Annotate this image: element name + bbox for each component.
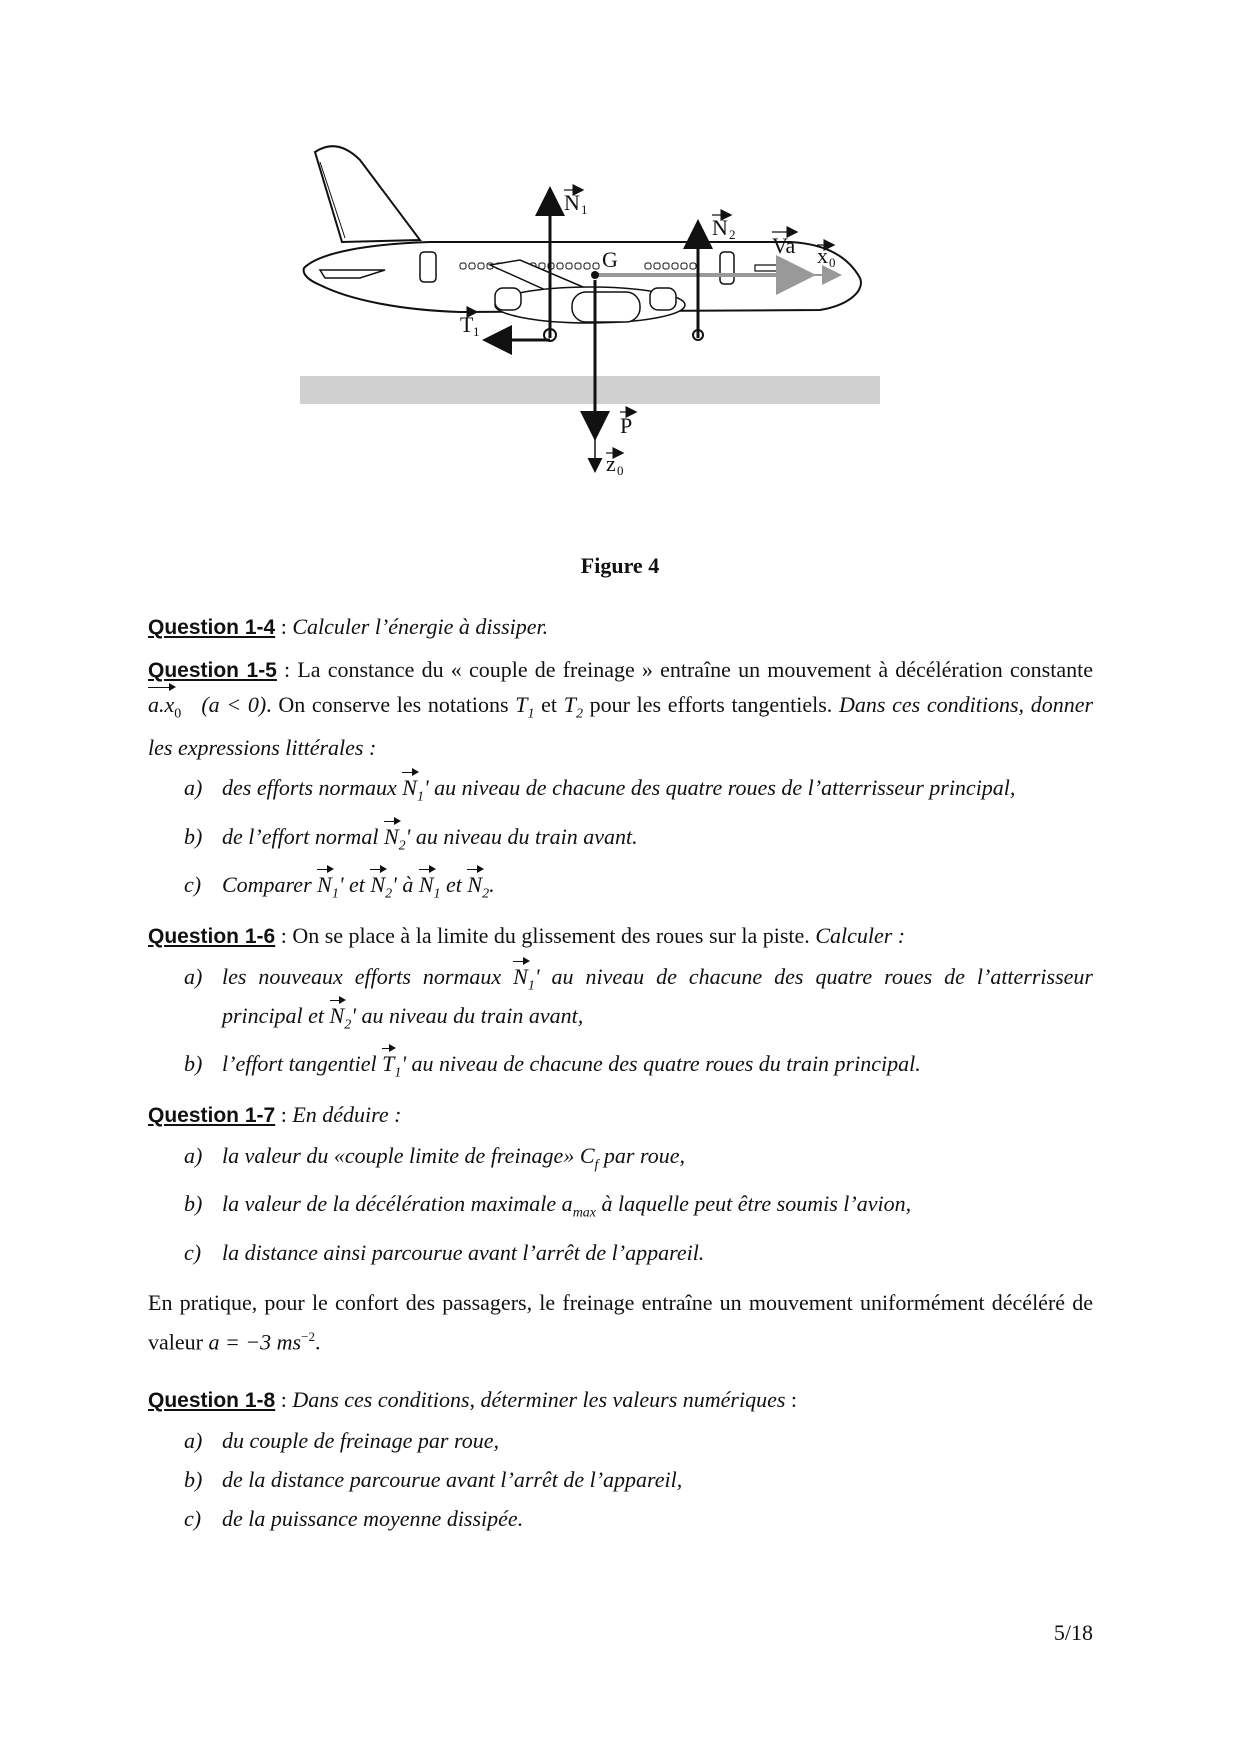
svg-text:z: z [606, 451, 616, 476]
list-item: c) Comparer $N_1'$ et $N_2'$ à $N_1$ et $N_2$. [184, 872, 495, 902]
label-n1 [564, 190, 588, 217]
svg-text:T: T [460, 312, 474, 337]
question-label: Question 1-5 [148, 659, 277, 682]
label-n2 [712, 215, 736, 242]
label-x0 [817, 243, 836, 270]
question-label: Question 1-4 [148, 616, 276, 639]
list-item: a) des efforts normaux $N_1'$ au niveau de chacune des quatre roues de l’atterrisseur principal, [184, 775, 1016, 805]
question-1-5-items [148, 773, 1093, 909]
formula-a-x0: a.x [148, 688, 174, 722]
label-p [620, 412, 635, 438]
list-item: c) la distance ainsi parcourue avant l’arrêt de l’appareil. [184, 1239, 705, 1265]
svg-text:N: N [564, 190, 580, 215]
question-1-8-items [148, 1426, 1093, 1534]
svg-text:P: P [620, 413, 633, 438]
question-label: Question 1-7 [148, 1103, 276, 1127]
list-item: b) la valeur de la décélération maximale $a_{max}$ à laquelle peut être soumis l’avion, [184, 1191, 912, 1221]
list-item: c) de la puissance moyenne dissipée. [184, 1505, 524, 1531]
figure-caption: Figure 4 [580, 553, 660, 578]
question-1-5: Question 1-5 : La constance du « couple de freinage » entraîne un mouvement à décélération constante $a.x_0$ (a < 0). On conserve les notations $T_1$ et $T_2$ pour les efforts tangentiels. Dans ces conditions, donner les expressions littérales : [148, 657, 1094, 761]
label-t1 [460, 312, 480, 339]
svg-text:0: 0 [829, 255, 836, 270]
svg-text:0: 0 [617, 463, 624, 478]
front-door [720, 252, 734, 284]
svg-text:2: 2 [729, 227, 736, 242]
question-1-6: Question 1-6 : On se place à la limite du glissement des roues sur la piste. Calculer : [148, 922, 906, 948]
list-item: b) de l’effort normal $N_2'$ au niveau du train avant. [184, 823, 638, 854]
question-label: Question 1-6 [148, 924, 276, 948]
airplane-figure [290, 140, 970, 550]
g-point [591, 271, 599, 279]
runway [300, 376, 880, 404]
question-1-7: Question 1-7 : En déduire : [148, 1101, 402, 1127]
list-item: a) les nouveaux efforts normaux $N_1'$ au niveau de chacune des quatre roues de l’atterrisseur principal et $N_2'$ au niveau du train avant, [184, 963, 1093, 1033]
page-number: 5/18 [1053, 1620, 1093, 1645]
svg-text:N: N [712, 215, 728, 240]
svg-text:G: G [602, 247, 618, 272]
question-1-4: Question 1-4 : Calculer l’énergie à dissiper. [148, 614, 549, 639]
question-1-7-items [148, 1141, 1093, 1268]
svg-text:Va: Va [772, 233, 796, 258]
list-item: b) de la distance parcourue avant l’arrêt de l’appareil, [184, 1466, 683, 1492]
label-g [602, 247, 618, 272]
svg-text:x: x [817, 243, 828, 268]
svg-text:1: 1 [473, 324, 480, 339]
questions-content [148, 610, 1093, 1543]
rear-door [420, 252, 436, 282]
question-label: Question 1-8 [148, 1388, 276, 1412]
svg-text:1: 1 [581, 202, 588, 217]
question-1-6-items [148, 962, 1093, 1089]
list-item: a) la valeur du «couple limite de freinage» $C_f$ par roue, [184, 1142, 685, 1173]
airplane-diagram [290, 140, 970, 550]
cockpit-windows [755, 265, 785, 271]
label-z0 [606, 451, 624, 478]
practice-paragraph: En pratique, pour le confort des passagers, le freinage entraîne un mouvement uniformément décéléré de valeur a = −3 $ms^{-2}$. [148, 1289, 1093, 1354]
label-va [772, 232, 796, 258]
question-1-8: Question 1-8 : Dans ces conditions, déterminer les valeurs numériques : [148, 1386, 798, 1412]
list-item: b) l’effort tangentiel $T_1'$ au niveau de chacune des quatre roues du train principal. [184, 1051, 921, 1081]
list-item: a) du couple de freinage par roue, [184, 1427, 499, 1453]
